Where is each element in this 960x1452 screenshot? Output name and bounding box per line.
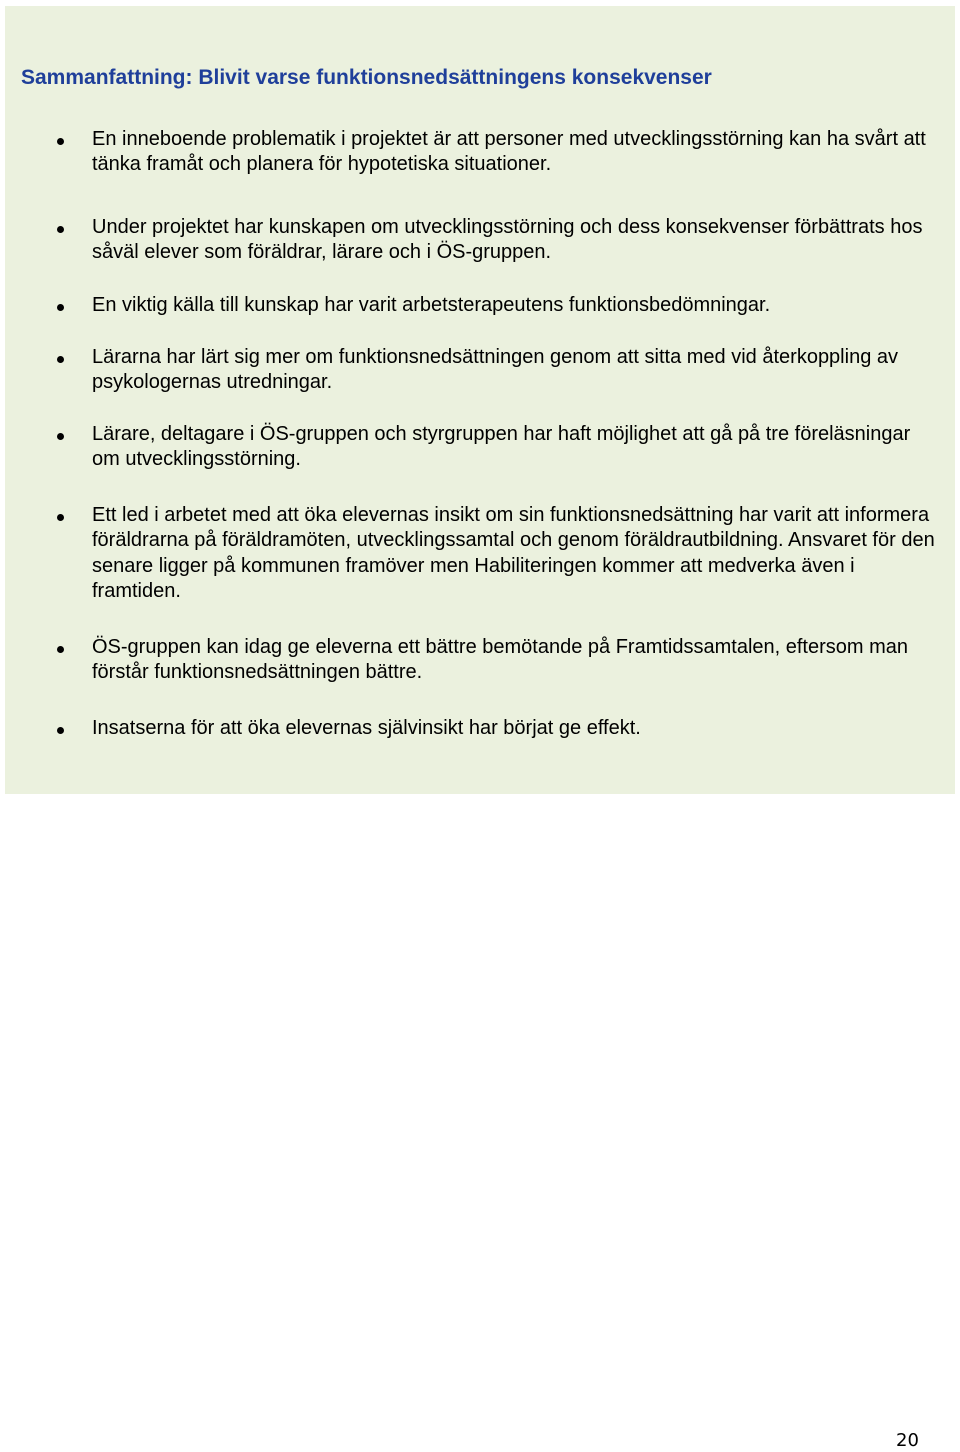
bullet-icon [57,226,64,233]
summary-title: Sammanfattning: Blivit varse funktionsnedsättningens konsekvenser [21,66,712,89]
bullet-icon [57,138,64,145]
page-number: 20 [896,1430,919,1451]
bullet-icon [57,514,64,521]
bullet-text: En viktig källa till kunskap har varit arbetsterapeutens funktionsbedömningar. [92,294,771,316]
bullet-icon [57,356,64,363]
bullet-icon [57,646,64,653]
bullet-text: Lärarna har lärt sig mer om funktionsnedsättningen genom att sitta med vid återkoppling av psykologernas utredningar. [92,346,898,394]
bullet-text: En inneboende problematik i projektet är att personer med utvecklingsstörning kan ha svårt att tänka framåt och planera för hypotetiska situationer. [92,128,926,176]
summary-box [5,6,955,794]
bullet-text: Lärare, deltagare i ÖS-gruppen och styrgruppen har haft möjlighet att gå på tre föreläsningar om utvecklingsstörning. [92,423,911,471]
bullet-icon [57,727,64,734]
bullet-text: ÖS-gruppen kan idag ge eleverna ett bättre bemötande på Framtidssamtalen, eftersom man förstår funktionsnedsättningen bättre. [92,636,909,684]
bullet-text: Insatserna för att öka elevernas självinsikt har börjat ge effekt. [92,717,641,739]
bullet-text: Under projektet har kunskapen om utvecklingsstörning och dess konsekvenser förbättrats hos såväl elever som föräldrar, lärare och i ÖS-gruppen. [92,216,923,264]
bullet-icon [57,433,64,440]
bullet-icon [57,304,64,311]
bullet-text: Ett led i arbetet med att öka elevernas insikt om sin funktionsnedsättning har varit att informera föräldrarna på föräldramöten, utvecklingssamtal och genom föräldrautbildning. Ansvaret för den senare ligger på kommunen framöver men Habiliteringen kommer att medverka även i framtiden. [92,504,935,602]
